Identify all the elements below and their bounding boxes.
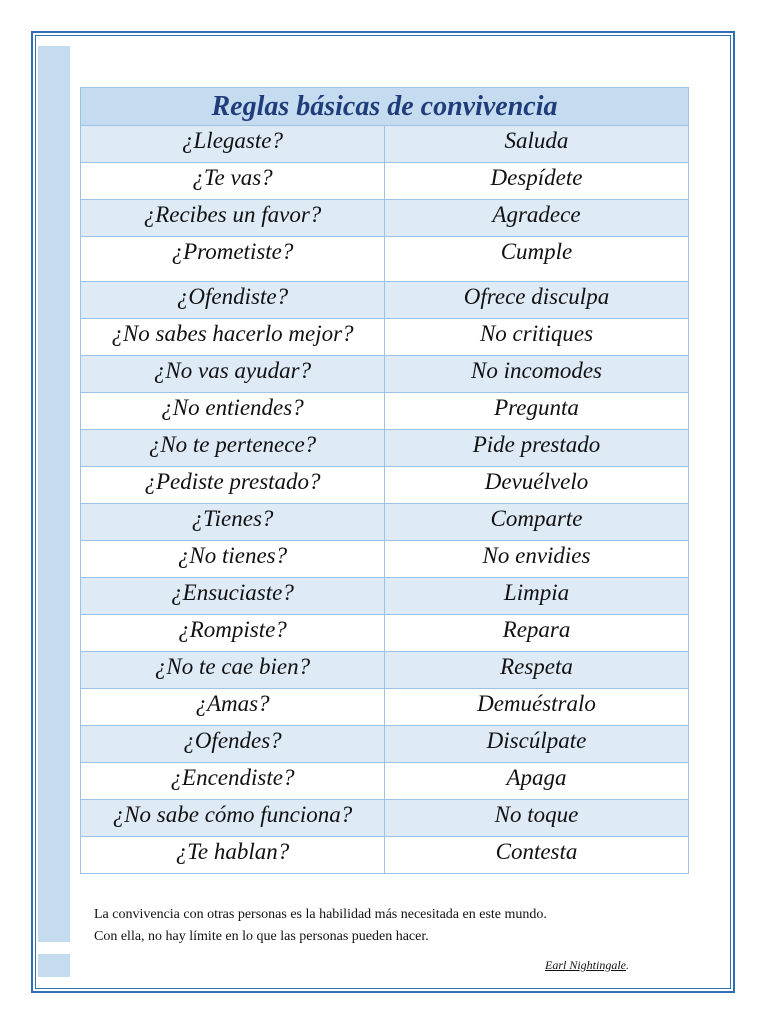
action-cell: No critiques (385, 319, 689, 356)
action-cell: No toque (385, 800, 689, 837)
question-cell: ¿No sabe cómo funciona? (81, 800, 385, 837)
table-row (81, 800, 689, 837)
table-row (81, 200, 689, 237)
quote-line-2: Con ella, no hay límite en lo que las personas pueden hacer. (94, 929, 429, 944)
table-row (81, 356, 689, 393)
table-row (81, 541, 689, 578)
table-title-row (81, 88, 689, 126)
table-title: Reglas básicas de convivencia (81, 88, 689, 126)
action-cell: Ofrece disculpa (385, 282, 689, 319)
author-suffix: . (626, 958, 629, 972)
table-row (81, 163, 689, 200)
table-row (81, 430, 689, 467)
side-decoration-band (38, 46, 70, 942)
question-cell: ¿No tienes? (81, 541, 385, 578)
table-row (81, 126, 689, 163)
action-cell: Pide prestado (385, 430, 689, 467)
action-cell: Comparte (385, 504, 689, 541)
table-row (81, 578, 689, 615)
action-cell: Pregunta (385, 393, 689, 430)
table-row (81, 504, 689, 541)
action-cell: Apaga (385, 763, 689, 800)
question-cell: ¿Encendiste? (81, 763, 385, 800)
rules-table (80, 87, 689, 874)
question-cell: ¿Recibes un favor? (81, 200, 385, 237)
question-cell: ¿No te pertenece? (81, 430, 385, 467)
question-cell: ¿No te cae bien? (81, 652, 385, 689)
table-row (81, 726, 689, 763)
table-row (81, 319, 689, 356)
question-cell: ¿Pediste prestado? (81, 467, 385, 504)
question-cell: ¿Rompiste? (81, 615, 385, 652)
action-cell: Limpia (385, 578, 689, 615)
question-cell: ¿Amas? (81, 689, 385, 726)
table-row (81, 237, 689, 282)
table-row (81, 393, 689, 430)
question-cell: ¿Llegaste? (81, 126, 385, 163)
quote-author (545, 958, 629, 973)
question-cell: ¿No sabes hacerlo mejor? (81, 319, 385, 356)
question-cell: ¿Te hablan? (81, 837, 385, 874)
table-row (81, 689, 689, 726)
question-cell: ¿Ofendes? (81, 726, 385, 763)
question-cell: ¿Tienes? (81, 504, 385, 541)
table-row (81, 652, 689, 689)
question-cell: ¿Ensuciaste? (81, 578, 385, 615)
author-name: Earl Nightingale (545, 958, 626, 972)
question-cell: ¿Ofendiste? (81, 282, 385, 319)
action-cell: Respeta (385, 652, 689, 689)
action-cell: Demuéstralo (385, 689, 689, 726)
action-cell: No envidies (385, 541, 689, 578)
action-cell: No incomodes (385, 356, 689, 393)
table-row (81, 837, 689, 874)
action-cell: Devuélvelo (385, 467, 689, 504)
quote (94, 904, 694, 948)
question-cell: ¿Prometiste? (81, 237, 385, 282)
action-cell: Repara (385, 615, 689, 652)
action-cell: Discúlpate (385, 726, 689, 763)
question-cell: ¿No vas ayudar? (81, 356, 385, 393)
question-cell: ¿Te vas? (81, 163, 385, 200)
action-cell: Contesta (385, 837, 689, 874)
table-row (81, 467, 689, 504)
table-row (81, 282, 689, 319)
quote-line-1: La convivencia con otras personas es la habilidad más necesitada en este mundo. (94, 907, 547, 922)
table-row (81, 615, 689, 652)
question-cell: ¿No entiendes? (81, 393, 385, 430)
action-cell: Despídete (385, 163, 689, 200)
action-cell: Saluda (385, 126, 689, 163)
table-row (81, 763, 689, 800)
side-decoration-block (38, 954, 70, 977)
action-cell: Agradece (385, 200, 689, 237)
action-cell: Cumple (385, 237, 689, 282)
